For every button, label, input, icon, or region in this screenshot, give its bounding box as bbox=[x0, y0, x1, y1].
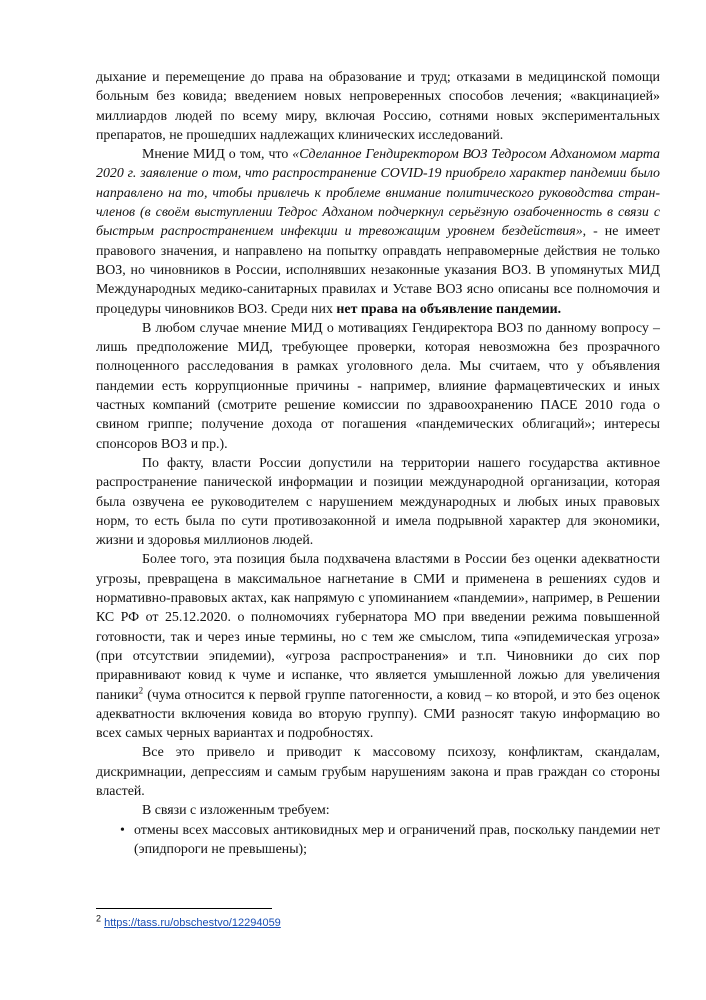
list-item bbox=[96, 821, 660, 860]
paragraph-mfa-opinion bbox=[96, 145, 660, 319]
paragraph: По факту, власти России допустили на территории нашего государства активное распространение панической информации и позиции международной организации, которая была озвучена ее руководителем с нарушением международных и любых иных правовых норм, то есть была по сути противозаконной и имела подрывной характер для экономики, жизни и здоровья миллионов людей. bbox=[96, 455, 660, 549]
paragraph: Все это привело и приводит к массовому психозу, конфликтам, скандалам, дискримнации, депрессиям и самым грубым нарушениям закона и прав граждан со стороны властей. bbox=[96, 745, 660, 799]
document-body bbox=[96, 68, 660, 859]
footnote-reference[interactable]: 2 bbox=[138, 684, 144, 695]
text-run: , - не имеет правового значения, и направлено на попытку оправдать неправомерные действия не только ВОЗ, но чиновников в России, исполнявших незаконные указания ВОЗ. В упомянутых МИД Международных медико-санитарных правилах и Уставе ВОЗ ясно описаны все полномочия и процедуры чиновников ВОЗ. Среди них bbox=[96, 224, 660, 317]
text-run: (чума относится к первой группе патогенности, а ковид – ко второй, и это без оценок адекватности включения ковида во вторую группу). СМИ разносят такую информацию во всех самых черных вариантах и подробностях. bbox=[96, 687, 660, 742]
paragraph: В любом случае мнение МИД о мотивациях Гендиректора ВОЗ по данному вопросу – лишь предположение МИД, требующее проверки, которая невозможна без прозрачного полноценного расследования в рамках уголовного дела. Мы считаем, что у объявления пандемии есть коррупционные причины - например, влияние фармацевтических и иных частных компаний (смотрите решение комиссии по здравоохранению ПАСЕ 2010 года о свином гриппе; получение дохода от погашения «пандемических облигаций»; интересы спонсоров ВОЗ и пр.). bbox=[96, 320, 660, 452]
footnote-number: 2 bbox=[96, 913, 102, 924]
footnote bbox=[96, 913, 281, 930]
footnote-divider bbox=[96, 908, 272, 909]
list-item-text: отмены всех массовых антиковидных мер и ограничений прав, поскольку пандемии нет (эпидпороги не превышены); bbox=[134, 822, 660, 857]
bullet-icon: • bbox=[120, 822, 125, 838]
footnote-link[interactable]: https://tass.ru/obschestvo/12294059 bbox=[104, 917, 281, 929]
paragraph-demands-intro: В связи с изложенным требуем: bbox=[142, 803, 330, 819]
bold-statement: нет права на объявление пандемии. bbox=[336, 301, 562, 317]
paragraph bbox=[96, 550, 660, 743]
quoted-statement: «Сделанное Гендиректором ВОЗ Тедросом Адханомом марта 2020 г. заявление о том, что распространение COVID-19 приобрело характер пандемии было направлено на то, чтобы привлечь к проблеме внимание политического руководства стран-членов (в своём выступлении Тедрос Адханом подчеркнул серьёзную озабоченность в связи с быстрым распространением инфекции и тревожащим уровнем бездействия» bbox=[96, 147, 660, 240]
text-run: Более того, эта позиция была подхвачена властями в России без оценки адекватности угрозы, превращена в максимальное нагнетание в СМИ и применена в решениях судов и нормативно-правовых актах, как напрямую с упоминанием «пандемии», например, в Решении КС РФ от 25.12.2020. о полномочиях губернатора МО при введении режима повышенной готовности, так и через иные термины, но с тем же смыслом, типа «эпидемическая угроза» (при отсутствии эпидемии), «угроза распространения» и т.п. Чиновники до сих пор приравнивают ковид к чуме и испанке, что является умышленной ложью для увеличения паники bbox=[96, 552, 660, 703]
text-run: Мнение МИД о том, что bbox=[142, 147, 293, 163]
paragraph: дыхание и перемещение до права на образование и труд; отказами в медицинской помощи больным без ковида; введением новых непроверенных способов лечения; «вакцинацией» миллиардов людей по всему миру, включая Россию, сотнями новых экспериментальных препаратов, не прошедших надлежащих клинических исследований. bbox=[96, 70, 660, 143]
